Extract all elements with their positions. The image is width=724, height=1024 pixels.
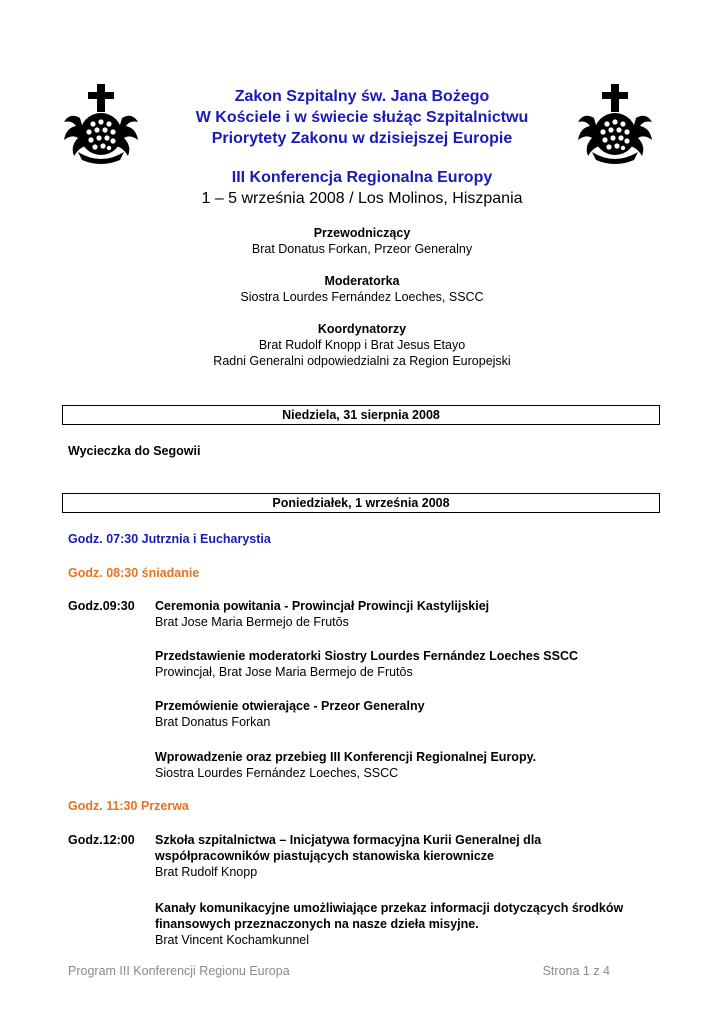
schedule-item-breakfast: Godz. 08:30 śniadanie (68, 566, 200, 580)
order-title: Zakon Szpitalny św. Jana Bożego (234, 88, 490, 105)
schedule-entry-introduction (155, 749, 655, 781)
role-chairman (160, 225, 564, 257)
entry-title: Przedstawienie moderatorki Siostry Lourdes Fernández Loeches SSCC (155, 649, 579, 663)
schedule-item-morning-prayer: Godz. 07:30 Jutrznia i Eucharystia (68, 532, 271, 546)
entry-title: Przemówienie otwierające - Przeor Generalny (155, 699, 425, 713)
role-coordinators (160, 321, 564, 369)
order-emblem-left-icon (58, 82, 144, 168)
document-header (160, 86, 564, 369)
role-name: Brat Rudolf Knopp i Brat Jesus Etayo (258, 338, 466, 352)
footer-page-number: Strona 1 z 4 (542, 964, 610, 978)
entry-person: Brat Jose Maria Bermejo de Frutōs (155, 615, 349, 629)
schedule-entry-communication (155, 900, 645, 948)
schedule-entry-welcome (155, 598, 655, 630)
entry-title: Kanały komunikacyjne umożliwiające przekaz informacji dotyczących środków finansowych przeznaczonych na nasze dzieła misyjne. (155, 901, 624, 931)
role-name: Siostra Lourdes Fernández Loeches, SSCC (240, 290, 484, 304)
role-name: Brat Donatus Forkan, Przeor Generalny (251, 242, 473, 256)
conference-date-place: 1 – 5 września 2008 / Los Molinos, Hiszpania (201, 190, 523, 207)
day-header-monday: Poniedziałek, 1 września 2008 (62, 493, 660, 513)
entry-person: Brat Donatus Forkan (155, 715, 271, 729)
motto-line: W Kościele i w świecie służąc Szpitalnictwu (195, 109, 529, 126)
footer-program-title: Program III Konferencji Regionu Europa (68, 964, 290, 978)
entry-title: Ceremonia powitania - Prowincjał Prowincji Kastylijskiej (155, 599, 490, 613)
role-title: Moderatorka (324, 274, 400, 288)
role-name: Radni Generalni odpowiedzialni za Region Europejski (213, 354, 511, 368)
order-emblem-right-icon (572, 82, 658, 168)
day-note-trip: Wycieczka do Segowii (68, 444, 201, 458)
schedule-time: Godz.09:30 (68, 599, 135, 613)
entry-title: Szkoła szpitalnictwa – Inicjatywa formacyjna Kurii Generalnej dla współpracowników piastujących stanowiska kierownicze (155, 833, 542, 863)
schedule-entry-moderator-intro (155, 648, 655, 680)
priorities-line: Priorytety Zakonu w dzisiejszej Europie (211, 130, 513, 147)
schedule-entry-school (155, 832, 625, 880)
entry-title: Wprowadzenie oraz przebieg III Konferencji Regionalnej Europy. (155, 750, 537, 764)
role-title: Koordynatorzy (317, 322, 407, 336)
schedule-item-break: Godz. 11:30 Przerwa (68, 799, 189, 813)
role-title: Przewodniczący (313, 226, 411, 240)
entry-person: Brat Vincent Kochamkunnel (155, 933, 310, 947)
schedule-time: Godz.12:00 (68, 833, 135, 847)
day-header-sunday: Niedziela, 31 sierpnia 2008 (62, 405, 660, 425)
conference-title: III Konferencja Regionalna Europy (231, 169, 493, 186)
role-moderator (160, 273, 564, 305)
schedule-entry-opening-speech (155, 698, 655, 730)
entry-person: Prowincjał, Brat Jose Maria Bermejo de Frutōs (155, 665, 413, 679)
entry-person: Siostra Lourdes Fernández Loeches, SSCC (155, 766, 399, 780)
entry-person: Brat Rudolf Knopp (155, 865, 258, 879)
